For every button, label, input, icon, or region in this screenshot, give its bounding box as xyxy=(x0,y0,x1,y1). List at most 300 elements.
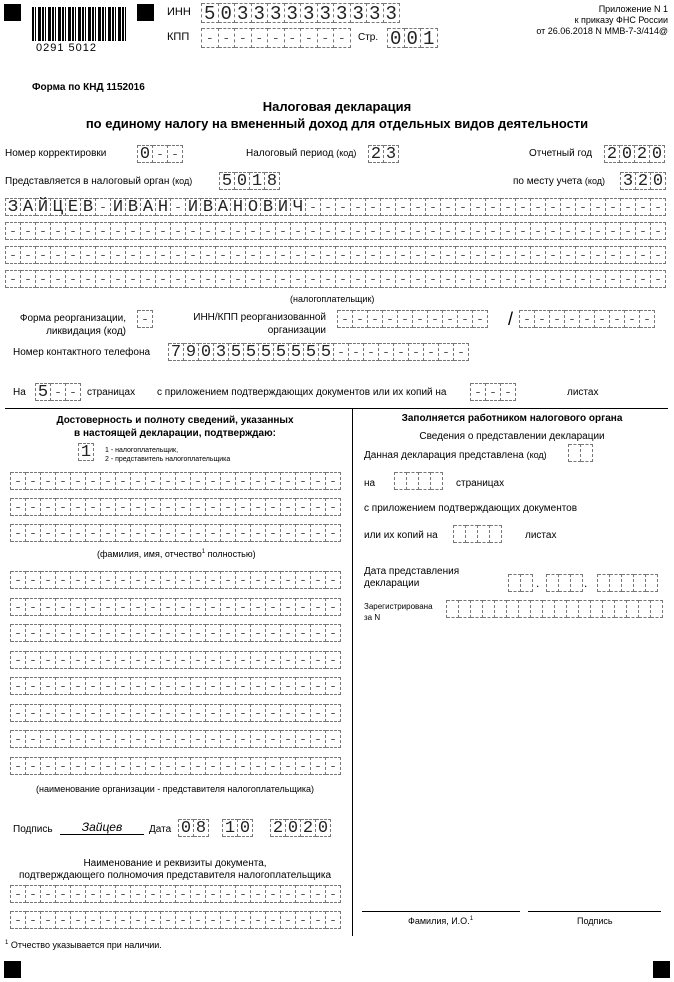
char-cell xyxy=(171,246,186,264)
submission-year-field[interactable] xyxy=(597,574,658,592)
char-cell xyxy=(516,198,531,216)
char-cell xyxy=(266,730,281,748)
char-cell xyxy=(146,524,161,542)
right-subheading: Сведения о представлении декларации xyxy=(419,431,605,442)
char-cell xyxy=(334,343,349,361)
char-cell xyxy=(161,571,176,589)
char-cell xyxy=(116,704,131,722)
char-cell xyxy=(86,472,101,490)
correction-label: Номер корректировки xyxy=(5,148,107,159)
char-cell: 3 xyxy=(334,3,351,23)
char-cell xyxy=(161,911,176,929)
char-cell xyxy=(266,704,281,722)
submission-date-label-line2: декларации xyxy=(364,578,420,589)
char-cell xyxy=(621,246,636,264)
char-cell xyxy=(131,571,146,589)
date-part[interactable] xyxy=(178,819,209,837)
char-cell xyxy=(426,246,441,264)
field-row[interactable] xyxy=(10,885,341,903)
char-cell xyxy=(581,444,593,462)
submission-month-field[interactable] xyxy=(546,574,583,592)
field-row[interactable] xyxy=(5,222,666,240)
char-cell xyxy=(251,472,266,490)
char-cell xyxy=(296,624,311,642)
char-cell: 3 xyxy=(301,3,318,23)
char-cell xyxy=(266,677,281,695)
field-row[interactable] xyxy=(10,730,341,748)
inn-field[interactable] xyxy=(201,3,400,23)
field-row[interactable] xyxy=(10,677,341,695)
field-row[interactable] xyxy=(10,704,341,722)
char-cell xyxy=(576,246,591,264)
char-cell xyxy=(81,246,96,264)
char-cell: 5 xyxy=(274,343,289,361)
right-copies-label: или их копий на xyxy=(364,530,438,541)
char-cell xyxy=(161,757,176,775)
char-cell xyxy=(486,198,501,216)
char-cell xyxy=(101,677,116,695)
char-cell xyxy=(516,270,531,288)
char-cell: А xyxy=(141,198,156,216)
reorg-inn-label xyxy=(175,311,326,337)
char-cell xyxy=(36,246,51,264)
char-cell xyxy=(398,310,413,328)
char-cell xyxy=(26,624,41,642)
char-cell xyxy=(396,222,411,240)
char-cell xyxy=(281,730,296,748)
char-cell xyxy=(394,343,409,361)
char-cell xyxy=(161,730,176,748)
char-cell xyxy=(610,310,625,328)
char-cell xyxy=(621,270,636,288)
char-cell xyxy=(478,525,490,543)
char-cell xyxy=(231,270,246,288)
field-row[interactable] xyxy=(10,598,341,616)
char-cell xyxy=(411,222,426,240)
char-cell xyxy=(26,472,41,490)
char-cell: 8 xyxy=(265,172,280,190)
char-cell xyxy=(56,730,71,748)
char-cell xyxy=(550,310,565,328)
char-cell xyxy=(191,472,206,490)
char-cell xyxy=(176,571,191,589)
char-cell xyxy=(131,624,146,642)
char-cell: 0 xyxy=(651,172,666,190)
char-cell xyxy=(646,574,658,592)
char-cell xyxy=(235,28,252,48)
char-cell xyxy=(625,310,640,328)
char-cell xyxy=(176,677,191,695)
char-cell xyxy=(379,343,394,361)
char-cell xyxy=(56,498,71,516)
doc-heading xyxy=(5,858,345,882)
char-cell xyxy=(131,757,146,775)
char-cell xyxy=(516,222,531,240)
char-cell xyxy=(634,574,646,592)
fio-caption: (фамилия, имя, отчество$^1$ полностью) xyxy=(97,549,256,559)
char-cell xyxy=(191,911,206,929)
char-cell xyxy=(296,704,311,722)
char-cell xyxy=(176,472,191,490)
char-cell xyxy=(651,198,666,216)
char-cell xyxy=(131,524,146,542)
char-cell xyxy=(296,757,311,775)
char-cell: 3 xyxy=(268,3,285,23)
char-cell xyxy=(266,885,281,903)
authority-field[interactable] xyxy=(219,172,280,190)
char-cell xyxy=(236,472,251,490)
char-cell xyxy=(186,222,201,240)
char-cell xyxy=(191,571,206,589)
field-row[interactable] xyxy=(10,498,341,516)
date-part[interactable] xyxy=(270,819,331,837)
phone-label: Номер контактного телефона xyxy=(13,347,151,358)
inn-label: ИНН xyxy=(167,6,191,18)
char-cell xyxy=(101,704,116,722)
char-cell xyxy=(176,498,191,516)
char-cell xyxy=(71,911,86,929)
taxpayer-caption: (налогоплательщик) xyxy=(290,294,375,304)
right-pages-field[interactable] xyxy=(394,472,443,490)
char-cell xyxy=(41,704,56,722)
char-cell: 0 xyxy=(405,28,422,48)
char-cell xyxy=(216,246,231,264)
char-cell xyxy=(101,571,116,589)
char-cell xyxy=(206,885,221,903)
char-cell xyxy=(336,222,351,240)
slash-separator: / xyxy=(508,309,514,329)
char-cell xyxy=(251,651,266,669)
char-cell xyxy=(126,222,141,240)
kpp-label: КПП xyxy=(167,31,190,43)
char-cell xyxy=(311,911,326,929)
char-cell xyxy=(206,598,221,616)
char-cell xyxy=(407,472,419,490)
char-cell xyxy=(603,600,615,618)
char-cell xyxy=(486,383,501,401)
char-cell xyxy=(311,704,326,722)
char-cell xyxy=(318,28,335,48)
char-cell xyxy=(326,571,341,589)
char-cell xyxy=(266,571,281,589)
char-cell: 3 xyxy=(235,3,252,23)
char-cell xyxy=(296,524,311,542)
char-cell xyxy=(458,310,473,328)
char-cell: 2 xyxy=(605,145,620,163)
char-cell xyxy=(191,524,206,542)
char-cell xyxy=(296,598,311,616)
char-cell xyxy=(221,524,236,542)
char-cell xyxy=(281,757,296,775)
char-cell xyxy=(6,270,21,288)
char-cell xyxy=(606,222,621,240)
char-cell xyxy=(131,704,146,722)
char-cell xyxy=(591,222,606,240)
char-cell: 1 xyxy=(223,819,238,837)
char-cell xyxy=(326,704,341,722)
char-cell xyxy=(81,270,96,288)
char-cell xyxy=(11,651,26,669)
char-cell xyxy=(41,598,56,616)
corner-marker-top-left xyxy=(4,4,21,21)
right-sheets-field[interactable] xyxy=(453,525,502,543)
period-field[interactable] xyxy=(368,145,399,163)
char-cell xyxy=(96,246,111,264)
char-cell xyxy=(326,651,341,669)
char-cell: 7 xyxy=(169,343,184,361)
char-cell xyxy=(116,651,131,669)
char-cell xyxy=(161,677,176,695)
char-cell xyxy=(161,498,176,516)
char-cell xyxy=(276,222,291,240)
field-row[interactable] xyxy=(10,911,341,929)
char-cell xyxy=(56,885,71,903)
footnote-text: Отчество указывается при наличии. xyxy=(10,940,162,950)
char-cell xyxy=(326,730,341,748)
footnote-mark: 1 xyxy=(5,940,9,946)
char-cell xyxy=(251,677,266,695)
char-cell xyxy=(555,600,567,618)
char-cell xyxy=(26,598,41,616)
char-cell: Е xyxy=(66,198,81,216)
char-cell xyxy=(396,270,411,288)
field-row[interactable] xyxy=(10,524,341,542)
char-cell xyxy=(86,885,101,903)
char-cell xyxy=(111,270,126,288)
char-cell xyxy=(236,651,251,669)
char-cell xyxy=(56,651,71,669)
char-cell xyxy=(81,222,96,240)
field-row[interactable] xyxy=(5,198,666,216)
field-row[interactable] xyxy=(10,571,341,589)
char-cell xyxy=(296,730,311,748)
char-cell xyxy=(622,574,634,592)
field-row[interactable] xyxy=(10,757,341,775)
char-cell xyxy=(311,730,326,748)
char-cell xyxy=(86,730,101,748)
char-cell xyxy=(353,310,368,328)
char-cell xyxy=(41,498,56,516)
char-cell xyxy=(171,198,186,216)
char-cell xyxy=(221,757,236,775)
char-cell xyxy=(507,600,519,618)
signer-code-field[interactable] xyxy=(78,443,94,461)
char-cell: И xyxy=(276,198,291,216)
char-cell xyxy=(11,730,26,748)
char-cell xyxy=(231,222,246,240)
char-cell xyxy=(236,911,251,929)
char-cell xyxy=(281,651,296,669)
submission-code-field[interactable] xyxy=(568,444,593,462)
reorg-kpp-field[interactable] xyxy=(519,310,655,328)
char-cell xyxy=(428,310,443,328)
char-cell xyxy=(598,574,610,592)
char-cell: В xyxy=(201,198,216,216)
char-cell xyxy=(296,651,311,669)
field-row[interactable] xyxy=(5,270,666,288)
char-cell: 0 xyxy=(286,819,301,837)
char-cell xyxy=(56,757,71,775)
char-cell xyxy=(591,270,606,288)
right-pages-label: страницах xyxy=(456,478,505,489)
registration-number-field[interactable] xyxy=(446,600,663,618)
attach-sheets-field[interactable] xyxy=(470,383,516,401)
char-cell xyxy=(161,524,176,542)
char-cell xyxy=(161,624,176,642)
char-cell xyxy=(559,574,571,592)
char-cell: 0 xyxy=(219,3,236,23)
right-on-label: на xyxy=(364,478,376,489)
reorg-inn-field[interactable] xyxy=(337,310,488,328)
char-cell xyxy=(321,270,336,288)
kpp-field[interactable] xyxy=(201,28,351,48)
submission-day-field[interactable] xyxy=(508,574,533,592)
char-cell xyxy=(36,270,51,288)
char-cell xyxy=(236,598,251,616)
char-cell: Ц xyxy=(51,198,66,216)
char-cell xyxy=(231,246,246,264)
char-cell xyxy=(71,624,86,642)
field-row[interactable] xyxy=(10,472,341,490)
confirm-heading-line2: в настоящей декларации, подтверждаю: xyxy=(74,428,276,439)
char-cell xyxy=(41,651,56,669)
char-cell xyxy=(591,600,603,618)
char-cell: 2 xyxy=(301,819,316,837)
submitted-label-text: Данная декларация представлена xyxy=(364,450,524,461)
char-cell: В xyxy=(261,198,276,216)
char-cell xyxy=(471,270,486,288)
char-cell xyxy=(171,222,186,240)
reorg-inn-label-line1: ИНН/КПП реорганизованной xyxy=(193,312,326,323)
char-cell xyxy=(546,246,561,264)
char-cell xyxy=(281,704,296,722)
char-cell xyxy=(56,598,71,616)
char-cell xyxy=(569,444,581,462)
char-cell: И xyxy=(111,198,126,216)
field-row[interactable] xyxy=(5,246,666,264)
char-cell xyxy=(336,198,351,216)
char-cell xyxy=(21,246,36,264)
char-cell xyxy=(191,598,206,616)
char-cell xyxy=(41,677,56,695)
char-cell xyxy=(501,270,516,288)
reorg-form-field[interactable] xyxy=(137,310,153,328)
char-cell xyxy=(627,600,639,618)
char-cell xyxy=(176,911,191,929)
char-cell xyxy=(206,677,221,695)
char-cell xyxy=(266,911,281,929)
char-cell xyxy=(41,911,56,929)
submitted-label xyxy=(364,450,547,461)
char-cell xyxy=(471,222,486,240)
char-cell xyxy=(381,198,396,216)
char-cell xyxy=(96,270,111,288)
year-field[interactable] xyxy=(604,145,665,163)
phone-field[interactable] xyxy=(168,343,469,361)
char-cell xyxy=(252,28,269,48)
char-cell xyxy=(116,624,131,642)
period-label-text: Налоговый период xyxy=(246,148,334,159)
char-cell: А xyxy=(216,198,231,216)
char-cell xyxy=(191,885,206,903)
char-cell xyxy=(636,270,651,288)
place-label-text: по месту учета xyxy=(513,176,583,187)
date-part[interactable] xyxy=(222,819,253,837)
char-cell xyxy=(606,246,621,264)
submission-date-label xyxy=(364,566,459,590)
char-cell xyxy=(291,270,306,288)
char-cell xyxy=(161,704,176,722)
field-row[interactable] xyxy=(10,624,341,642)
char-cell xyxy=(486,246,501,264)
char-cell xyxy=(268,28,285,48)
registration-label-line1: Зарегистрирована xyxy=(364,602,433,611)
char-cell xyxy=(221,624,236,642)
place-label xyxy=(513,176,605,187)
char-cell xyxy=(334,28,351,48)
char-cell xyxy=(206,651,221,669)
char-cell xyxy=(426,222,441,240)
char-cell: 3 xyxy=(285,3,302,23)
char-cell xyxy=(261,270,276,288)
char-cell xyxy=(321,246,336,264)
char-cell xyxy=(306,222,321,240)
signature[interactable]: Зайцев xyxy=(60,820,144,835)
char-cell xyxy=(221,677,236,695)
char-cell xyxy=(501,383,516,401)
char-cell xyxy=(26,757,41,775)
pages-label: страницах xyxy=(87,387,136,398)
char-cell xyxy=(71,704,86,722)
char-cell xyxy=(266,472,281,490)
char-cell xyxy=(206,704,221,722)
char-cell xyxy=(221,704,236,722)
char-cell xyxy=(221,571,236,589)
char-cell xyxy=(21,222,36,240)
submission-date-label-line1: Дата представления xyxy=(364,566,460,577)
char-cell xyxy=(11,885,26,903)
attach-label: с приложением подтверждающих документов или их копий на xyxy=(157,387,447,398)
field-row[interactable] xyxy=(10,651,341,669)
char-cell xyxy=(366,222,381,240)
char-cell xyxy=(101,651,116,669)
char-cell: 1 xyxy=(250,172,265,190)
char-cell xyxy=(146,498,161,516)
place-field[interactable] xyxy=(620,172,666,190)
char-cell xyxy=(381,246,396,264)
authority-label xyxy=(5,176,192,187)
char-cell xyxy=(291,246,306,264)
char-cell xyxy=(71,598,86,616)
char-cell xyxy=(146,571,161,589)
char-cell xyxy=(326,524,341,542)
char-cell xyxy=(561,222,576,240)
page-number-field[interactable] xyxy=(387,28,438,48)
char-cell: В xyxy=(126,198,141,216)
pages-field[interactable] xyxy=(35,383,81,401)
doc-heading-line1: Наименование и реквизиты документа, xyxy=(83,858,267,869)
char-cell xyxy=(116,472,131,490)
char-cell xyxy=(131,651,146,669)
char-cell xyxy=(561,246,576,264)
char-cell: О xyxy=(246,198,261,216)
char-cell xyxy=(567,600,579,618)
column-divider xyxy=(352,408,353,936)
char-cell xyxy=(266,757,281,775)
correction-field[interactable] xyxy=(137,145,183,163)
char-cell xyxy=(261,222,276,240)
char-cell: 5 xyxy=(319,343,334,361)
